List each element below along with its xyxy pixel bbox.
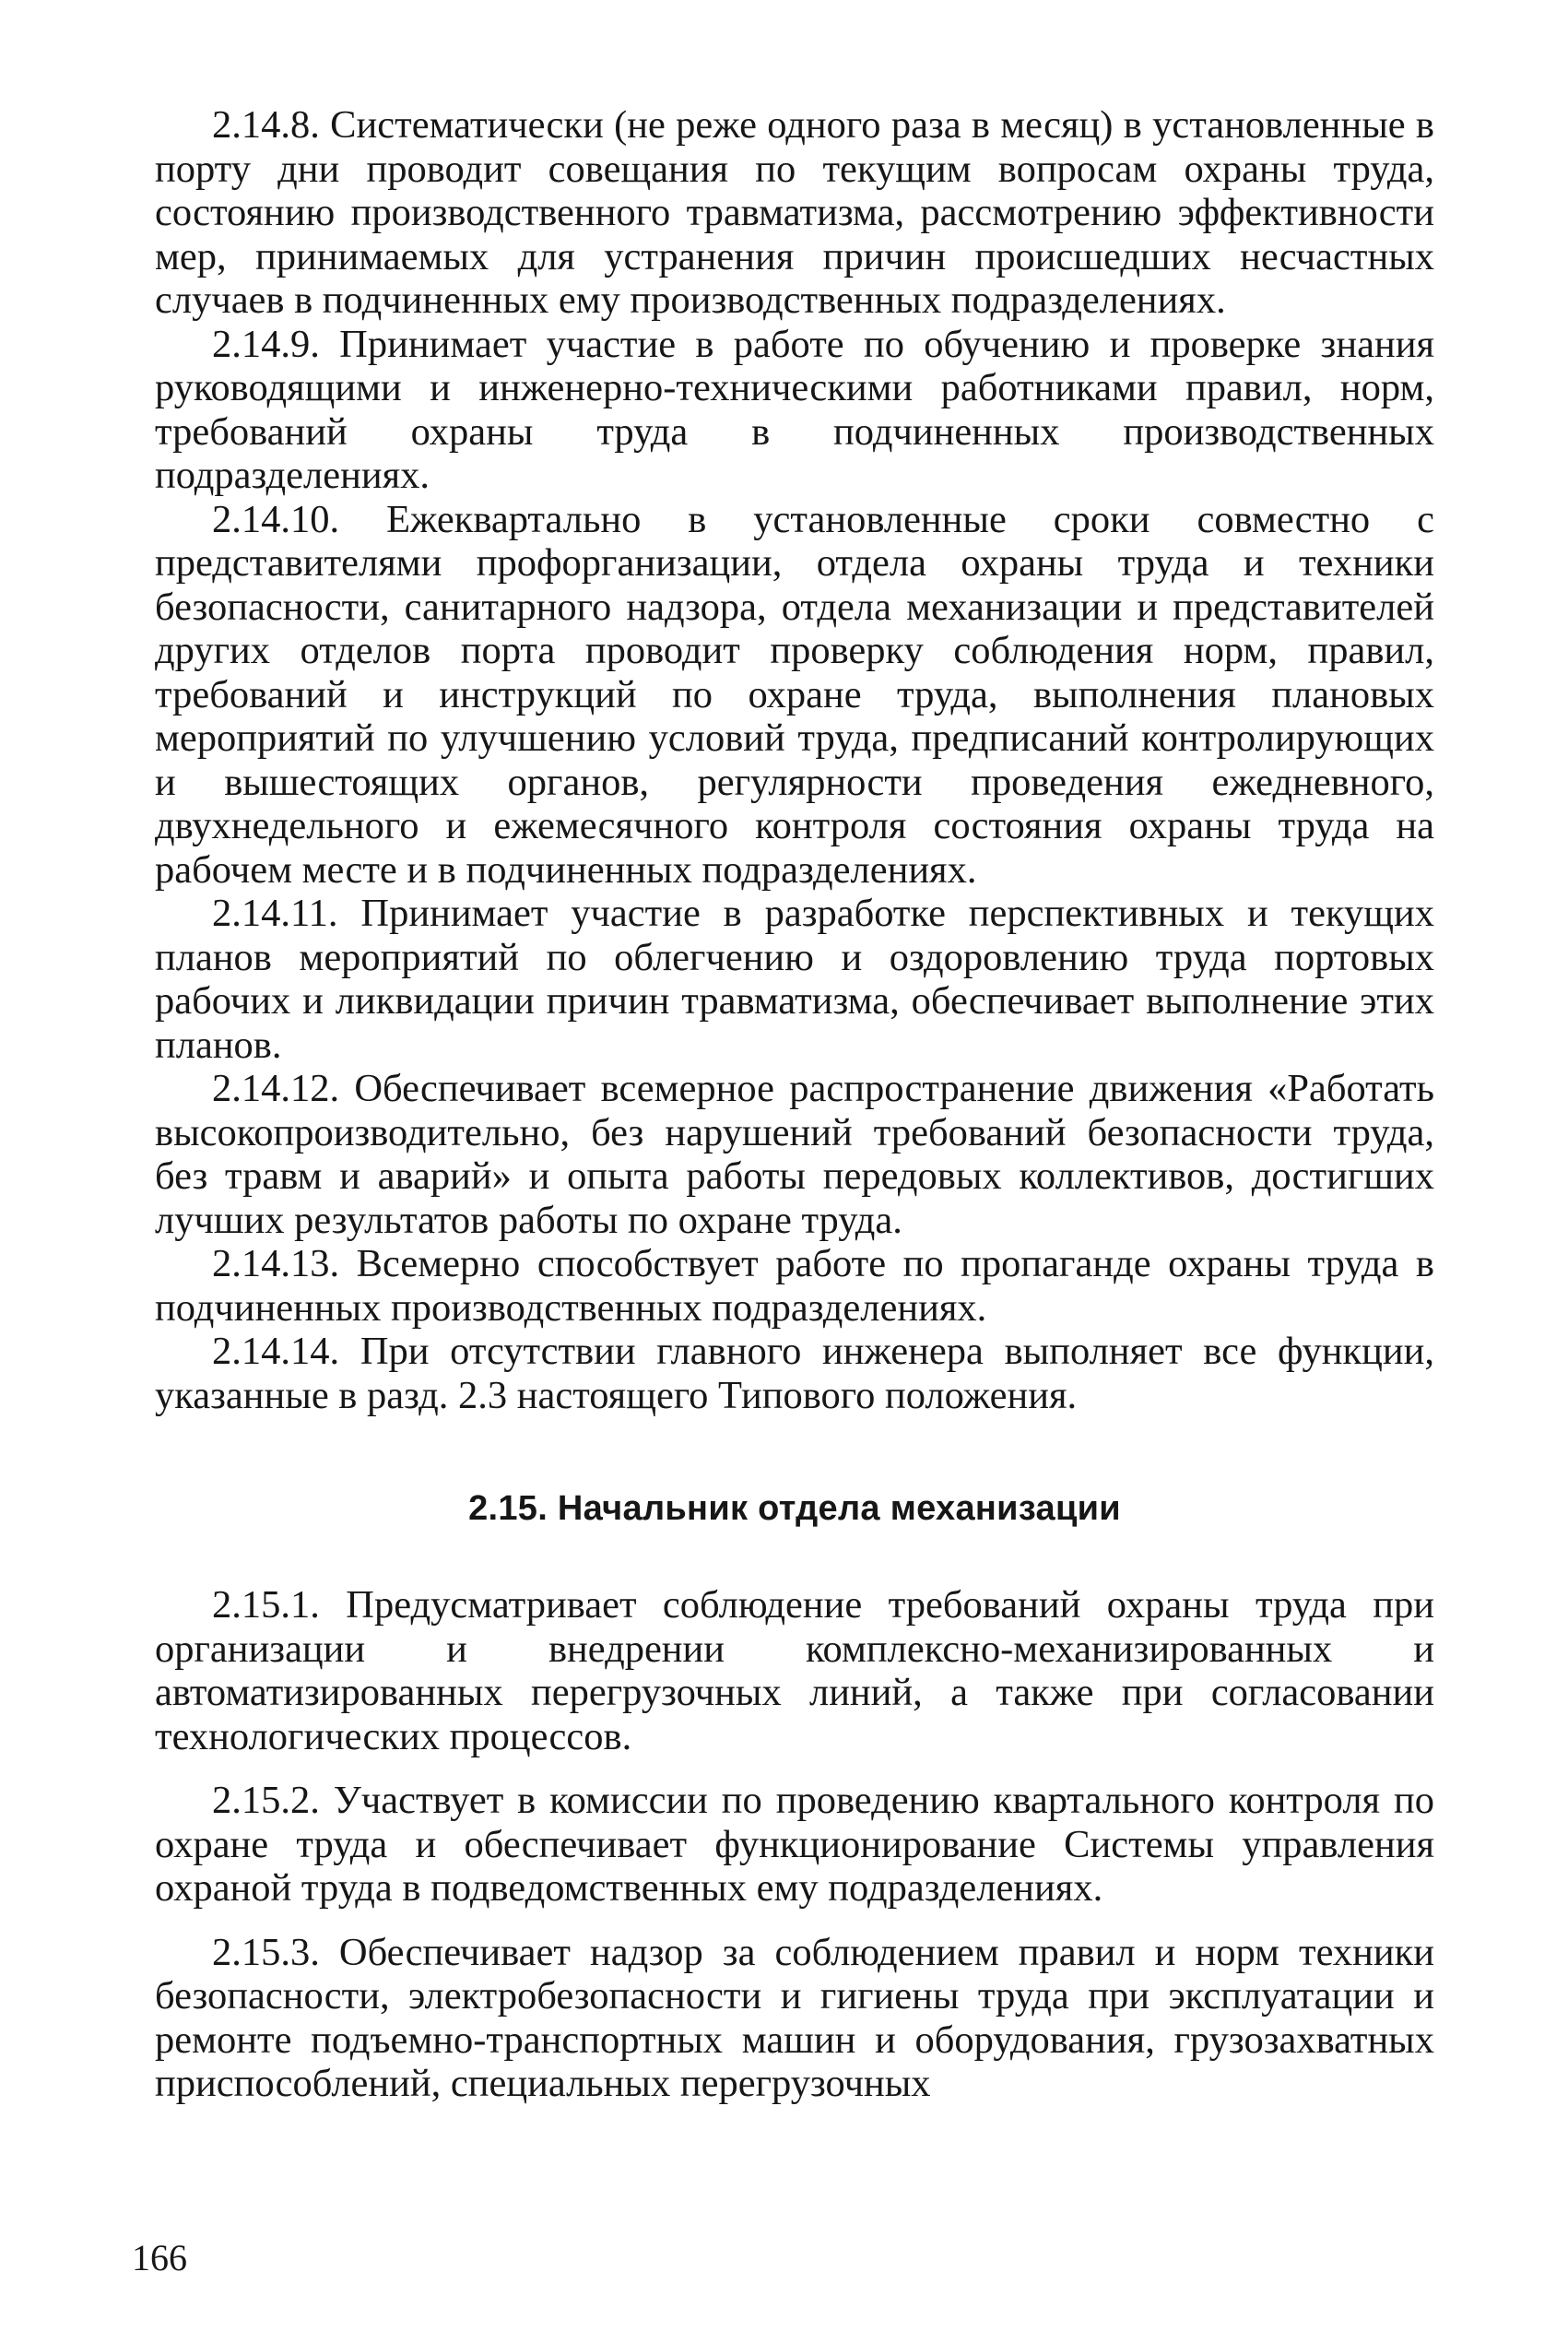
paragraph-2-15-2: 2.15.2. Участвует в комиссии по проведению квартального контроля по охране труда и обеспечивает функционирование Системы управления охраной труда в подведомственных ему подразделениях. <box>155 1779 1434 1910</box>
section-heading: 2.15. Начальник отдела механизации <box>468 1489 1121 1528</box>
page-content <box>155 103 1434 2106</box>
paragraph-2-14-13: 2.14.13. Всемерно способствует работе по пропаганде охраны труда в подчиненных производственных подразделениях. <box>155 1242 1434 1330</box>
paragraph-2-14-14: 2.14.14. При отсутствии главного инженера выполняет все функции, указанные в разд. 2.3 настоящего Типового положения. <box>155 1330 1434 1417</box>
paragraph-2-14-8: 2.14.8. Систематически (не реже одного раза в месяц) в установленные в порту дни проводит совещания по текущим вопросам охраны труда, состоянию производственного травматизма, рассмотрению эффективности мер, принимаемых для устранения причин происшедших несчастных случаев в подчиненных ему производственных подразделениях. <box>155 103 1434 322</box>
paragraph-2-14-11: 2.14.11. Принимает участие в разработке перспективных и текущих планов мероприятий по облегчению и оздоровлению труда портовых рабочих и ликвидации причин травматизма, обеспечивает выполнение этих планов. <box>155 892 1434 1067</box>
paragraph-2-14-12: 2.14.12. Обеспечивает всемерное распространение движения «Работать высокопроизводительно, без нарушений требований безопасности труда, без травм и аварий» и опыта работы передовых коллективов, достигших лучших результатов работы по охране труда. <box>155 1067 1434 1242</box>
paragraph-2-14-10: 2.14.10. Ежеквартально в установленные сроки совместно с представителями профорганизации, отдела охраны труда и техники безопасности, санитарного надзора, отдела механизации и представителей других отделов порта проводит проверку соблюдения норм, правил, требований и инструкций по охране труда, выполнения плановых мероприятий по улучшению условий труда, предписаний контролирующих и вышестоящих органов, регулярности проведения ежедневного, двухнедельного и ежемесячного контроля состояния охраны труда на рабочем месте и в подчиненных подразделениях. <box>155 497 1434 892</box>
paragraph-2-15-3: 2.15.3. Обеспечивает надзор за соблюдением правил и норм техники безопасности, электробезопасности и гигиены труда при эксплуатации и ремонте подъемно-транспортных машин и оборудования, грузозахватных приспособлений, специальных перегрузочных <box>155 1930 1434 2105</box>
paragraph-2-15-1: 2.15.1. Предусматривает соблюдение требований охраны труда при организации и внедрении комплексно-механизированных и автоматизированных перегрузочных линий, а также при согласовании технологических процессов. <box>155 1583 1434 1758</box>
page-number: 166 <box>132 2237 187 2278</box>
paragraph-2-14-9: 2.14.9. Принимает участие в работе по обучению и проверке знания руководящими и инженерно-техническими работниками правил, норм, требований охраны труда в подчиненных производственных подразделениях. <box>155 322 1434 497</box>
